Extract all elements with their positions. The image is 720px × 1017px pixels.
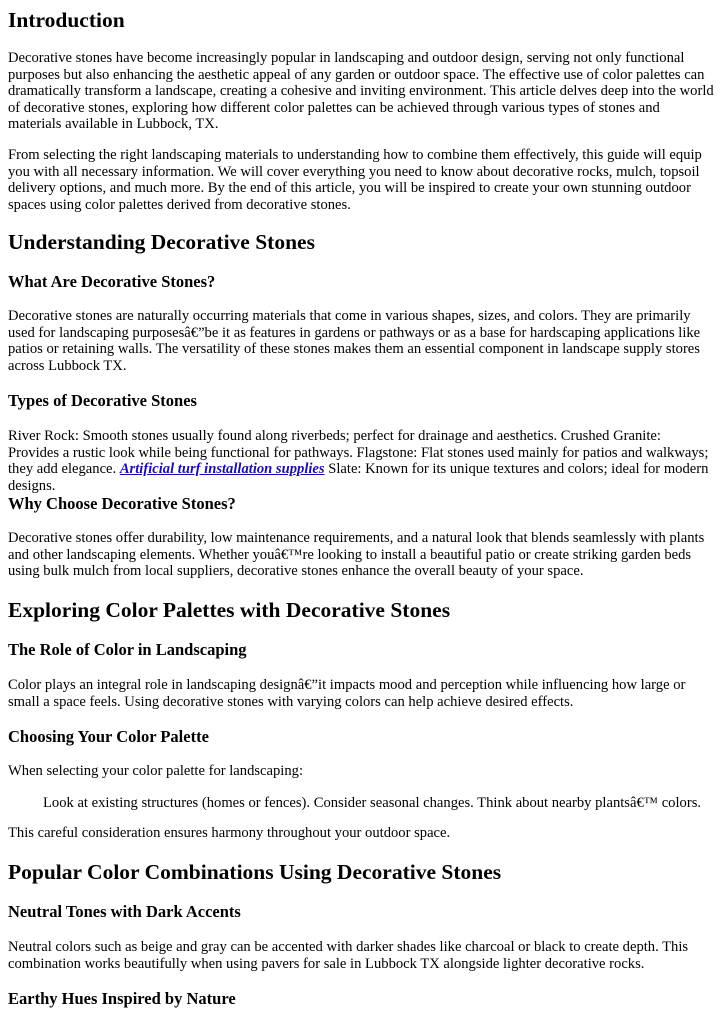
role-paragraph: Color plays an integral role in landscaping designâ€”it impacts mood and perception while influencing how large or small a space feels. Using decorative stones with varying colors can help achieve desired effects.: [8, 677, 686, 710]
types-paragraph: [8, 428, 714, 494]
heading-types: Types of Decorative Stones: [8, 391, 197, 410]
neutral-paragraph: Neutral colors such as beige and gray can be accented with darker shades like charcoal or black to create depth. This combination works beautifully when using pavers for sale in Lubbock TX alongside lighter decorative rocks.: [8, 939, 689, 972]
choosing-paragraph-2: This careful consideration ensures harmony throughout your outdoor space.: [8, 825, 451, 841]
heading-neutral-tones: Neutral Tones with Dark Accents: [8, 902, 241, 921]
heading-introduction: Introduction: [8, 8, 125, 32]
intro-paragraph-1: Decorative stones have become increasingly popular in landscaping and outdoor design, serving not only functional purposes but also enhancing the aesthetic appeal of any garden or outdoor space. The effective use of color palettes can dramatically transform a landscape, creating a cohesive and inviting environment. This article delves deep into the world of decorative stones, exploring how different color palettes can be achieved through various types of stones and materials available in Lubbock, TX.: [8, 50, 714, 133]
heading-choosing-palette: Choosing Your Color Palette: [8, 727, 209, 746]
artificial-turf-link[interactable]: Artificial turf installation supplies: [119, 461, 325, 478]
choosing-paragraph: When selecting your color palette for landscaping:: [8, 763, 304, 779]
heading-why-choose: Why Choose Decorative Stones?: [8, 494, 236, 513]
types-text-before: River Rock: Smooth stones usually found along riverbeds; perfect for drainage and aesthetics. Crushed Granite: Provides a rustic look while being functional for pathways. Flagstone: Flat stones used mainly for patios and walkways; they add elegance.: [8, 428, 709, 478]
why-paragraph: Decorative stones offer durability, low maintenance requirements, and a natural look that blends seamlessly with plants and other landscaping elements. Whether youâ€™re looking to install a beautiful patio or create striking garden beds using bulk mulch from local suppliers, decorative stones enhance the overall beauty of your space.: [8, 530, 705, 580]
heading-understanding: Understanding Decorative Stones: [8, 230, 315, 254]
intro-paragraph-2: From selecting the right landscaping materials to understanding how to combine them effectively, this guide will equip you with all necessary information. We will cover everything you need to know about decorative rocks, mulch, topsoil delivery options, and much more. By the end of this article, you will be inspired to create your own stunning outdoor spaces using color palettes derived from decorative stones.: [8, 147, 702, 213]
heading-popular-combinations: Popular Color Combinations Using Decorative Stones: [8, 860, 502, 884]
types-text-after: Slate: Known for its unique textures and colors; ideal for modern designs.: [8, 461, 709, 494]
heading-exploring: Exploring Color Palettes with Decorative Stones: [8, 598, 451, 622]
heading-earthy-hues: Earthy Hues Inspired by Nature: [8, 989, 236, 1008]
heading-role-of-color: The Role of Color in Landscaping: [8, 640, 247, 659]
heading-what-are: What Are Decorative Stones?: [8, 272, 216, 291]
what-paragraph: Decorative stones are naturally occurring materials that come in various shapes, sizes, and colors. They are primarily used for landscaping purposesâ€”be it as features in gardens or pathways or as a base for hardscaping applications like patios or retaining walls. The versatility of these stones makes them an essential component in landscape supply stores across Lubbock TX.: [8, 308, 701, 374]
choosing-list: Look at existing structures (homes or fences). Consider seasonal changes. Think about nearby plantsâ€™ colors.: [43, 795, 702, 811]
